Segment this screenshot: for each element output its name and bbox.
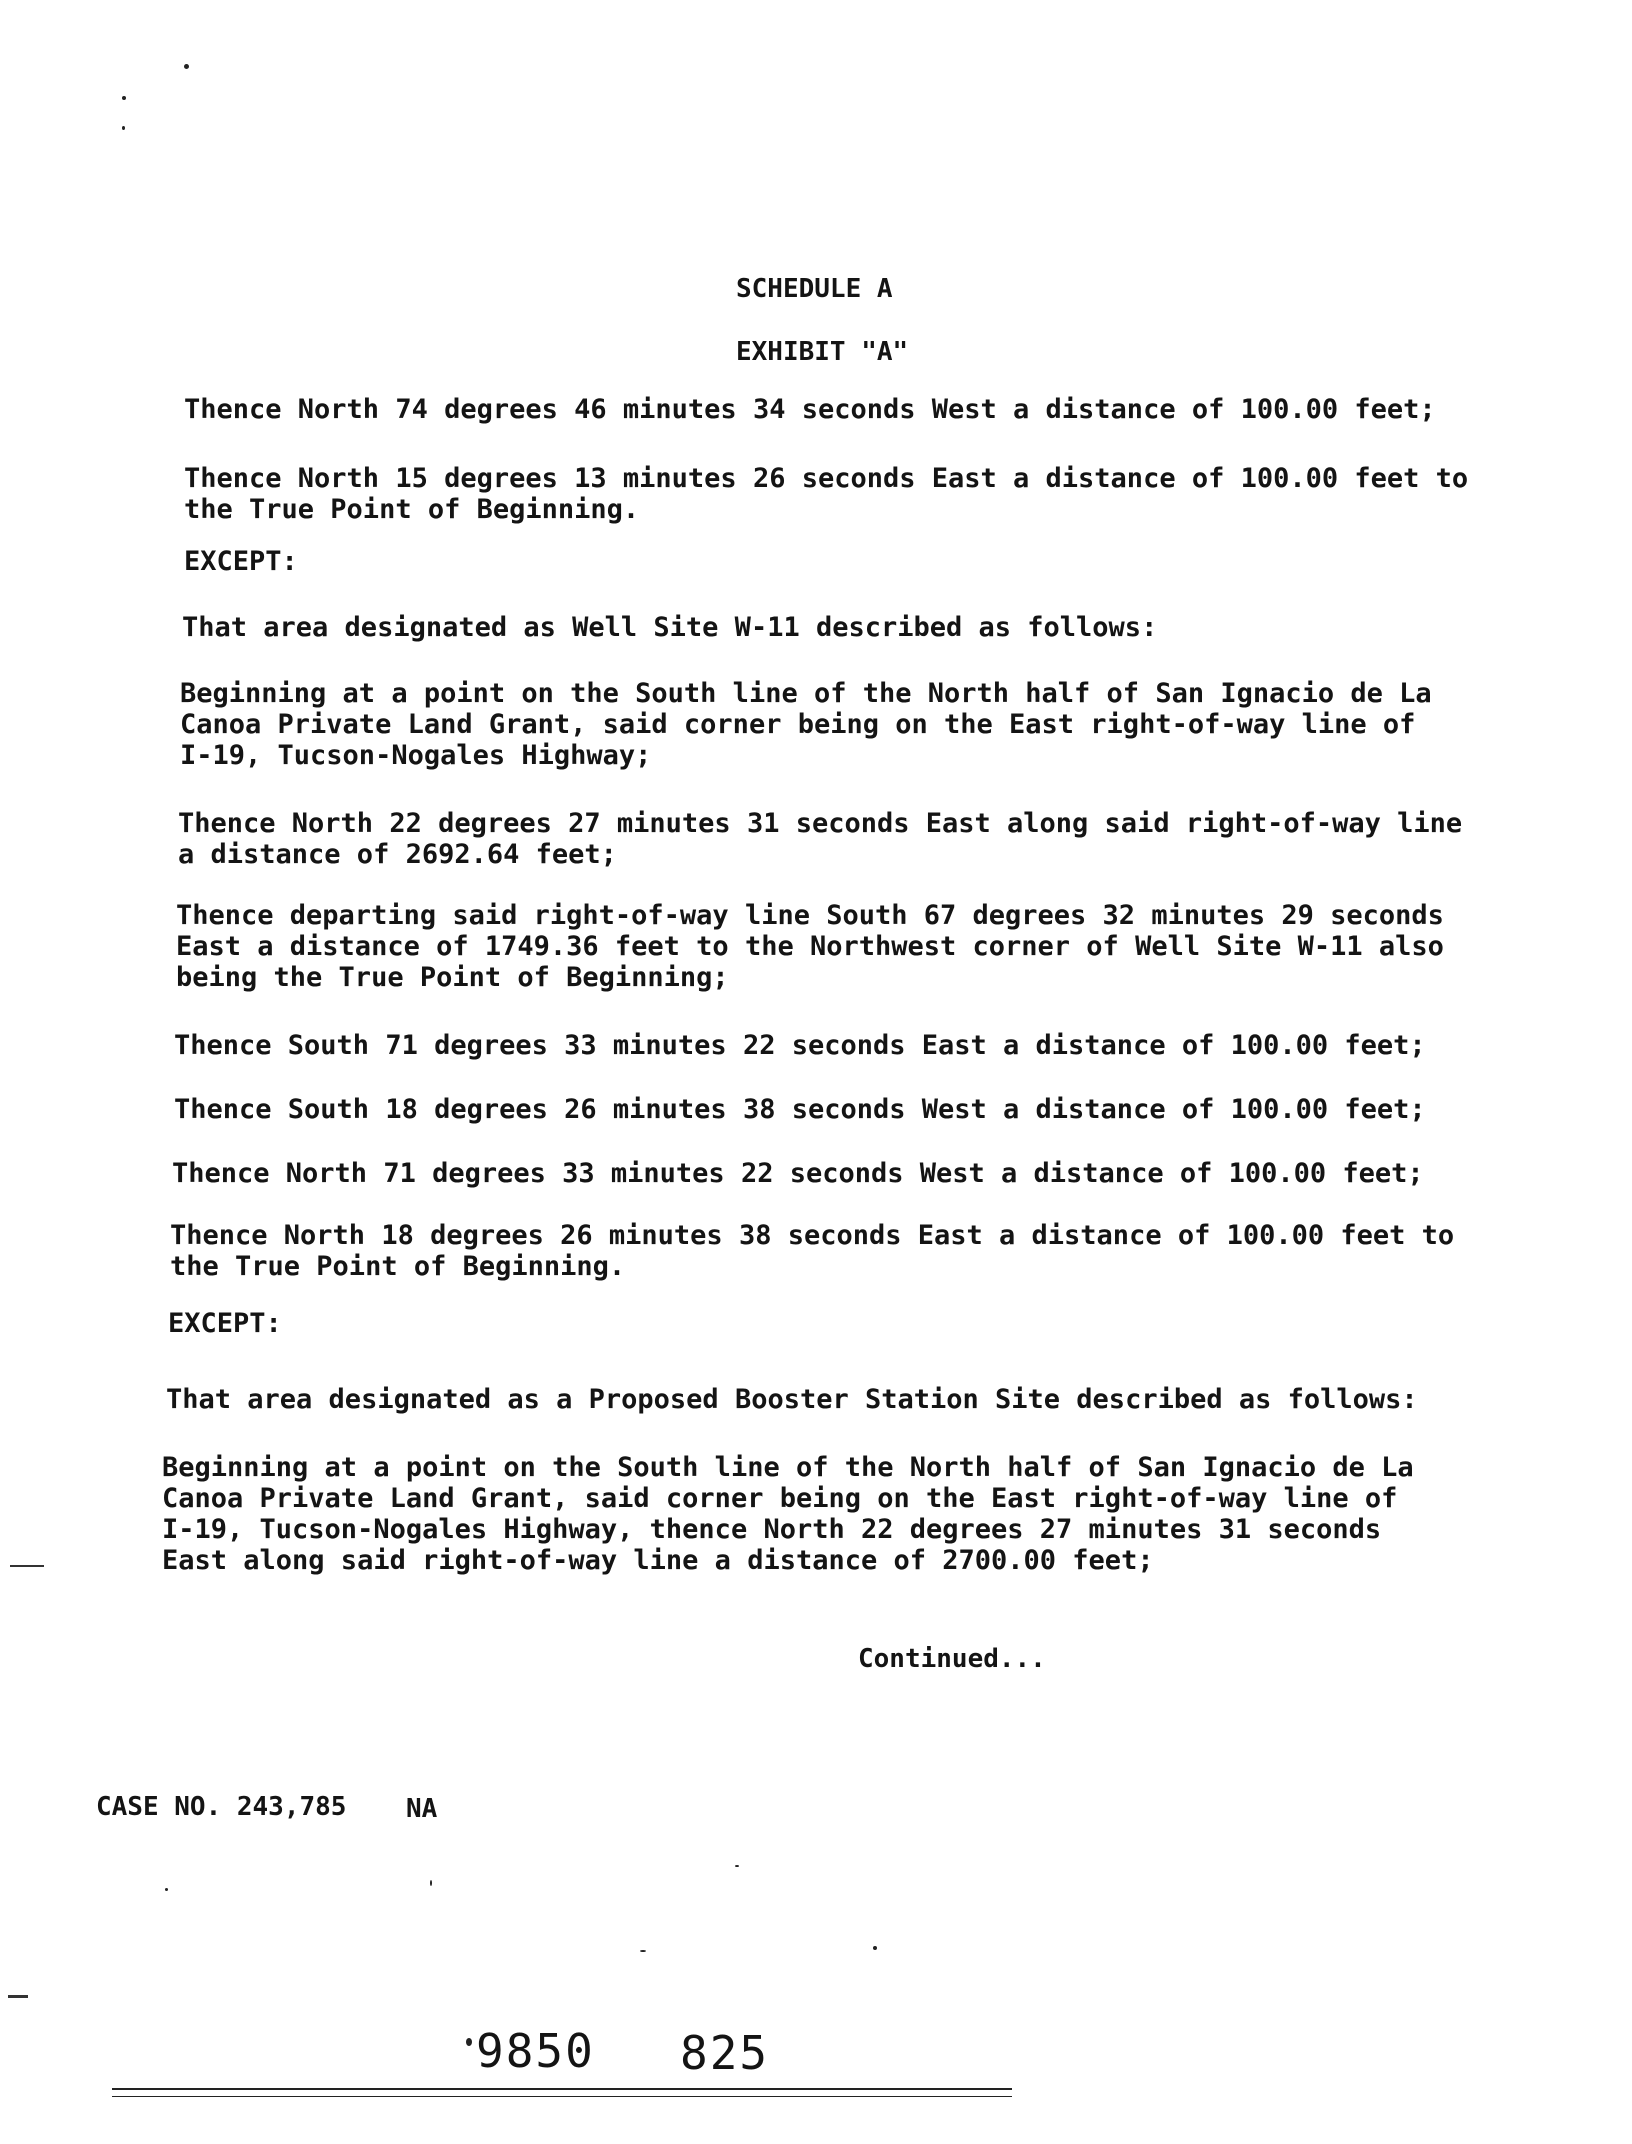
legal-paragraph: [174, 1030, 1426, 1061]
scan-speck: [735, 1865, 739, 1867]
legal-paragraph: [182, 612, 1157, 643]
legal-paragraph: [180, 678, 1432, 771]
paragraph-line: Canoa Private Land Grant, said corner being on the East right-of-way line of: [162, 1483, 1398, 1514]
legal-paragraph: [162, 1452, 1414, 1576]
paragraph-line: Thence North 74 degrees 46 minutes 34 seconds West a distance of 100.00 feet;: [184, 394, 1436, 425]
scan-speck: [873, 1946, 877, 1950]
margin-mark: [8, 1995, 28, 1998]
scan-speck: [122, 126, 125, 130]
margin-mark: [10, 1565, 44, 1567]
paragraph-line: Thence departing said right-of-way line South 67 degrees 32 minutes 29 seconds: [176, 900, 1444, 931]
case-number: CASE NO. 243,785: [96, 1792, 347, 1822]
paragraph-line: the True Point of Beginning.: [184, 494, 640, 525]
scan-speck: [122, 96, 126, 100]
legal-paragraph: [184, 394, 1436, 425]
legal-paragraph: [170, 1220, 1454, 1282]
paragraph-line: Thence North 18 degrees 26 minutes 38 seconds East a distance of 100.00 feet to: [170, 1220, 1455, 1251]
page-number: 825: [680, 2026, 770, 2080]
except-heading: [184, 546, 298, 577]
paragraph-line: Canoa Private Land Grant, said corner being on the East right-of-way line of: [180, 709, 1416, 740]
paragraph-line: Beginning at a point on the South line of the North half of San Ignacio de La: [180, 678, 1432, 709]
paragraph-line: EXCEPT:: [184, 546, 298, 577]
paragraph-line: Thence North 71 degrees 33 minutes 22 seconds West a distance of 100.00 feet;: [172, 1158, 1424, 1189]
paragraph-line: Thence North 22 degrees 27 minutes 31 seconds East along said right-of-way line: [178, 808, 1463, 839]
scan-speck: [640, 1950, 646, 1952]
paragraph-line: That area designated as a Proposed Booster Station Site described as follows:: [166, 1384, 1418, 1415]
except-heading: [168, 1308, 282, 1339]
paragraph-line: Thence South 18 degrees 26 minutes 38 seconds West a distance of 100.00 feet;: [174, 1094, 1426, 1125]
legal-paragraph: [176, 900, 1444, 993]
bottom-rule: [112, 2088, 1012, 2090]
scan-speck: [184, 64, 189, 69]
legal-paragraph: [172, 1158, 1424, 1189]
paragraph-line: I-19, Tucson-Nogales Highway;: [180, 740, 652, 771]
paragraph-line: the True Point of Beginning.: [170, 1251, 626, 1282]
paragraph-line: Beginning at a point on the South line of the North half of San Ignacio de La: [162, 1452, 1414, 1483]
paragraph-line: Thence South 71 degrees 33 minutes 22 seconds East a distance of 100.00 feet;: [174, 1030, 1426, 1061]
paragraph-line: Thence North 15 degrees 13 minutes 26 seconds East a distance of 100.00 feet to: [184, 463, 1469, 494]
case-suffix: NA: [406, 1794, 438, 1824]
exhibit-title: EXHIBIT "A": [736, 337, 909, 367]
bottom-rule: [112, 2096, 1012, 2097]
continued-note: Continued...: [858, 1644, 1046, 1674]
schedule-title: SCHEDULE A: [736, 274, 893, 304]
scan-speck: [430, 1880, 432, 1886]
legal-paragraph: [184, 463, 1468, 525]
paragraph-line: I-19, Tucson-Nogales Highway, thence North 22 degrees 27 minutes 31 seconds: [162, 1514, 1382, 1545]
paragraph-line: a distance of 2692.64 feet;: [178, 839, 617, 870]
paragraph-line: That area designated as Well Site W-11 described as follows:: [182, 612, 1158, 643]
book-number: 9850: [476, 2024, 595, 2078]
paragraph-line: being the True Point of Beginning;: [176, 962, 729, 993]
legal-paragraph: [174, 1094, 1426, 1125]
paragraph-line: East along said right-of-way line a distance of 2700.00 feet;: [162, 1545, 1154, 1576]
scan-speck: [466, 2038, 472, 2046]
scan-speck: [165, 1888, 168, 1891]
paragraph-line: EXCEPT:: [168, 1308, 282, 1339]
legal-paragraph: [166, 1384, 1418, 1415]
legal-paragraph: [178, 808, 1462, 870]
paragraph-line: East a distance of 1749.36 feet to the Northwest corner of Well Site W-11 also: [176, 931, 1444, 962]
